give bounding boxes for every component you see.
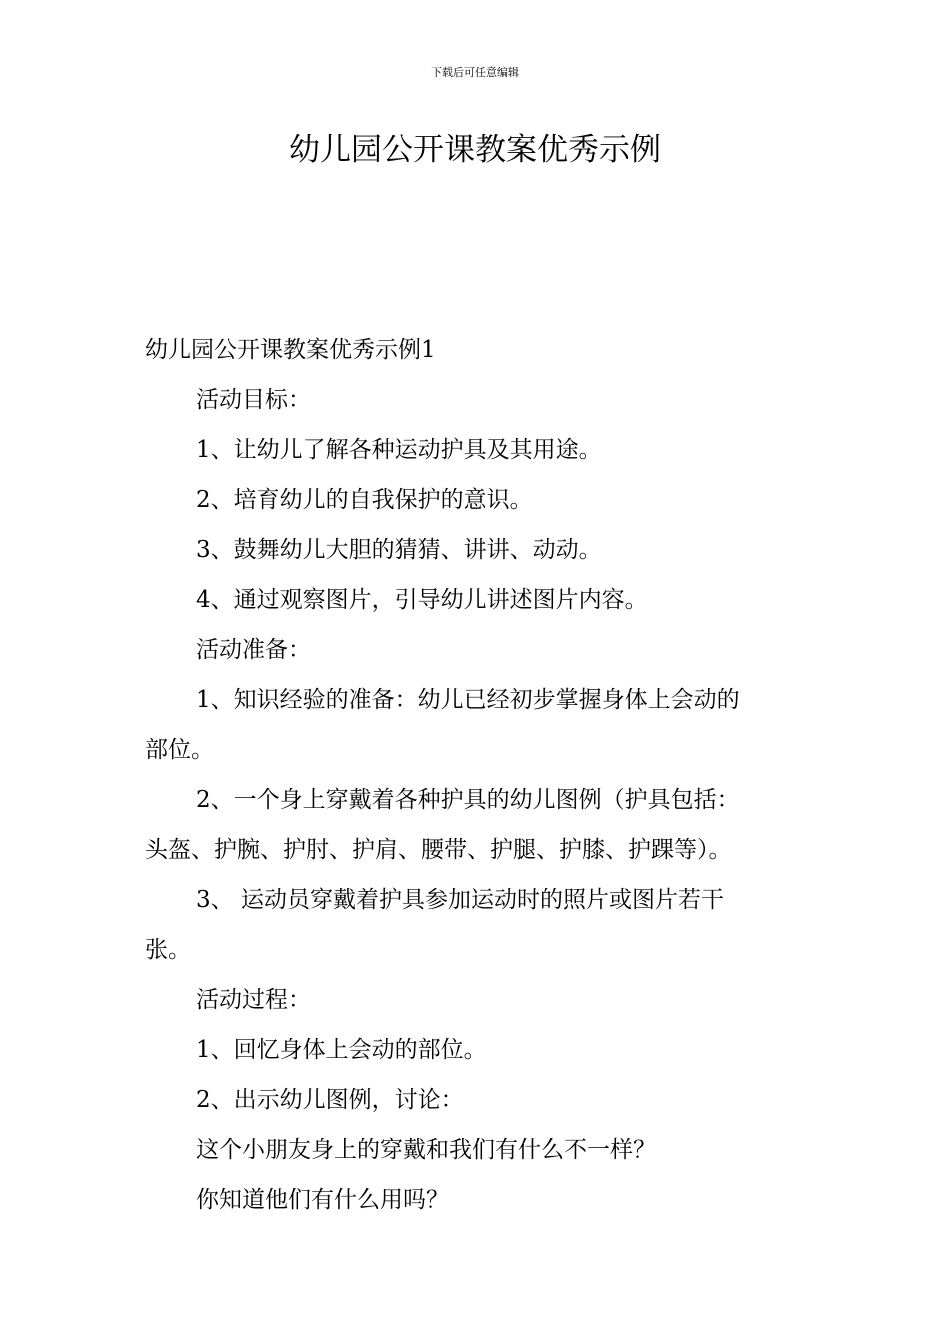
body-line: 3、 运动员穿戴着护具参加运动时的照片或图片若干 — [196, 887, 724, 913]
body-line: 1、让幼儿了解各种运动护具及其用途。 — [196, 437, 602, 463]
body-line: 张。 — [145, 937, 191, 963]
body-line: 4、通过观察图片，引导幼儿讲述图片内容。 — [196, 587, 648, 613]
body-line: 你知道他们有什么用吗？ — [196, 1187, 449, 1213]
body-line: 活动目标： — [196, 387, 311, 413]
body-line: 2、一个身上穿戴着各种护具的幼儿图例（护具包括： — [196, 787, 740, 813]
document-body — [145, 325, 810, 1225]
body-line: 2、培育幼儿的自我保护的意识。 — [196, 487, 533, 513]
body-line: 幼儿园公开课教案优秀示例1 — [145, 337, 436, 363]
page-header-note: 下载后可任意编辑 — [431, 66, 519, 79]
body-line: 3、鼓舞幼儿大胆的猜猜、讲讲、动动。 — [196, 537, 602, 563]
body-line: 1、知识经验的准备：幼儿已经初步掌握身体上会动的 — [196, 687, 740, 713]
document-title: 幼儿园公开课教案优秀示例 — [289, 132, 661, 168]
body-line: 部位。 — [145, 737, 214, 763]
body-line: 活动准备： — [196, 637, 311, 663]
body-line: 这个小朋友身上的穿戴和我们有什么不一样？ — [196, 1137, 656, 1163]
body-line: 1、回忆身体上会动的部位。 — [196, 1037, 487, 1063]
body-line: 活动过程： — [196, 987, 311, 1013]
body-line: 2、出示幼儿图例，讨论： — [196, 1087, 464, 1113]
body-line: 头盔、护腕、护肘、护肩、腰带、护腿、护膝、护踝等）。 — [145, 837, 732, 863]
